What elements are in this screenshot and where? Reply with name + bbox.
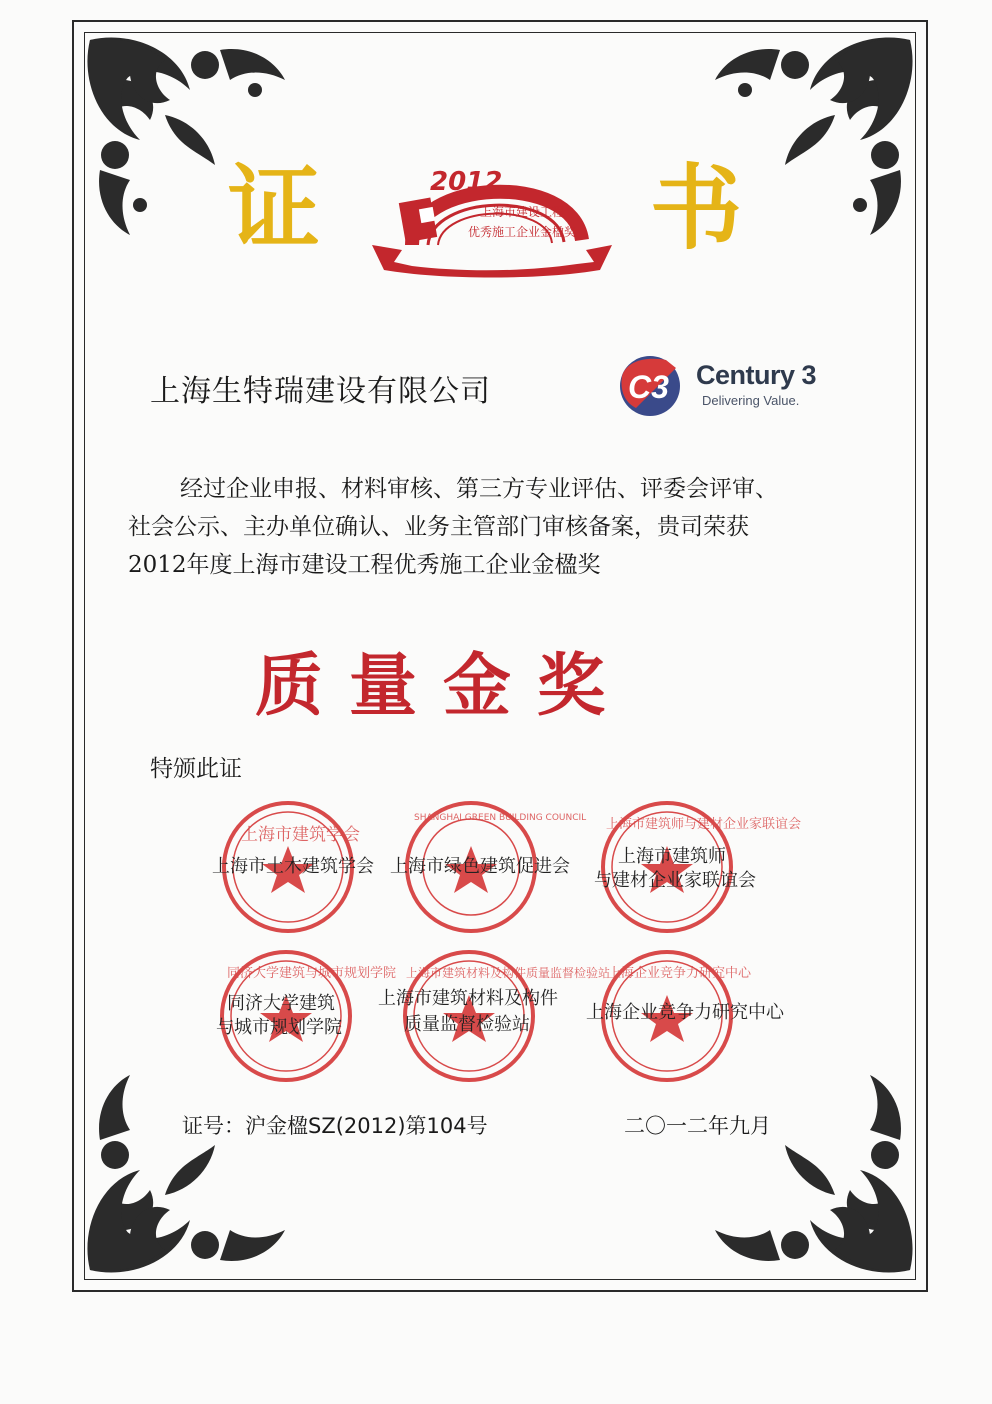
seal-1-label: 上海市土木建筑学会	[212, 856, 374, 877]
issue-date: 二〇一二年九月	[624, 1114, 771, 1138]
emblem-line2: 优秀施工企业金楹奖	[468, 225, 577, 239]
seal-3-ring-text: 上海市建筑师与建材企业家联谊会	[606, 817, 802, 832]
award-title: 质量金奖	[255, 646, 632, 726]
company-name: 上海生特瑞建设有限公司	[150, 374, 491, 409]
logo-tagline: Delivering Value.	[702, 393, 800, 408]
title-char-left: 证	[228, 154, 321, 262]
seal-4	[217, 947, 397, 1085]
emblem-year: 2012	[430, 167, 503, 197]
seal-5-label-line1: 上海市建筑材料及构件	[378, 988, 558, 1009]
seal-6-ring-text: 上海企业竞争力研究中心	[608, 966, 752, 981]
seal-3-label-line2: 与建材企业家联谊会	[594, 870, 756, 891]
body-line-2: 社会公示、主办单位确认、业务主管部门审核备案，贵司荣获	[128, 514, 749, 540]
ornament-bottom-left	[70, 1060, 300, 1290]
ornament-bottom-right	[700, 1060, 930, 1290]
seal-6-label: 上海企业竞争力研究中心	[586, 1002, 784, 1023]
seal-1-ring-text: 上海市建筑学会	[241, 825, 360, 845]
body-line-1: 经过企业申报、材料审核、第三方专业评估、评委会评审、	[180, 476, 778, 502]
logo-name: Century 3	[696, 360, 817, 390]
title-char-right: 书	[650, 154, 743, 262]
seal-4-label-line1: 同济大学建筑	[227, 993, 335, 1014]
seal-2-ring-text: SHANGHAI GREEN BUILDING COUNCIL	[414, 813, 587, 823]
seal-3-label-line1: 上海市建筑师	[618, 846, 726, 867]
logo-mark: C3	[628, 369, 669, 405]
seal-2-label: 上海市绿色建筑促进会	[390, 856, 570, 877]
certificate-number: 证号：沪金楹SZ(2012)第104号	[182, 1114, 488, 1138]
body-line-3: 2012年度上海市建设工程优秀施工企业金楹奖	[128, 552, 601, 578]
seal-5-ring-text: 上海市建筑材料及构件质量监督检验站	[406, 966, 611, 980]
emblem-line1: 上海市建设工程	[480, 205, 565, 219]
seal-4-label-line2: 与城市规划学院	[216, 1017, 342, 1038]
award-emblem	[372, 150, 612, 280]
special-issue-text: 特颁此证	[150, 756, 242, 782]
seal-5-label-line2: 质量监督检验站	[404, 1014, 530, 1035]
seal-4-ring-text: 同济大学建筑与城市规划学院	[227, 966, 397, 981]
